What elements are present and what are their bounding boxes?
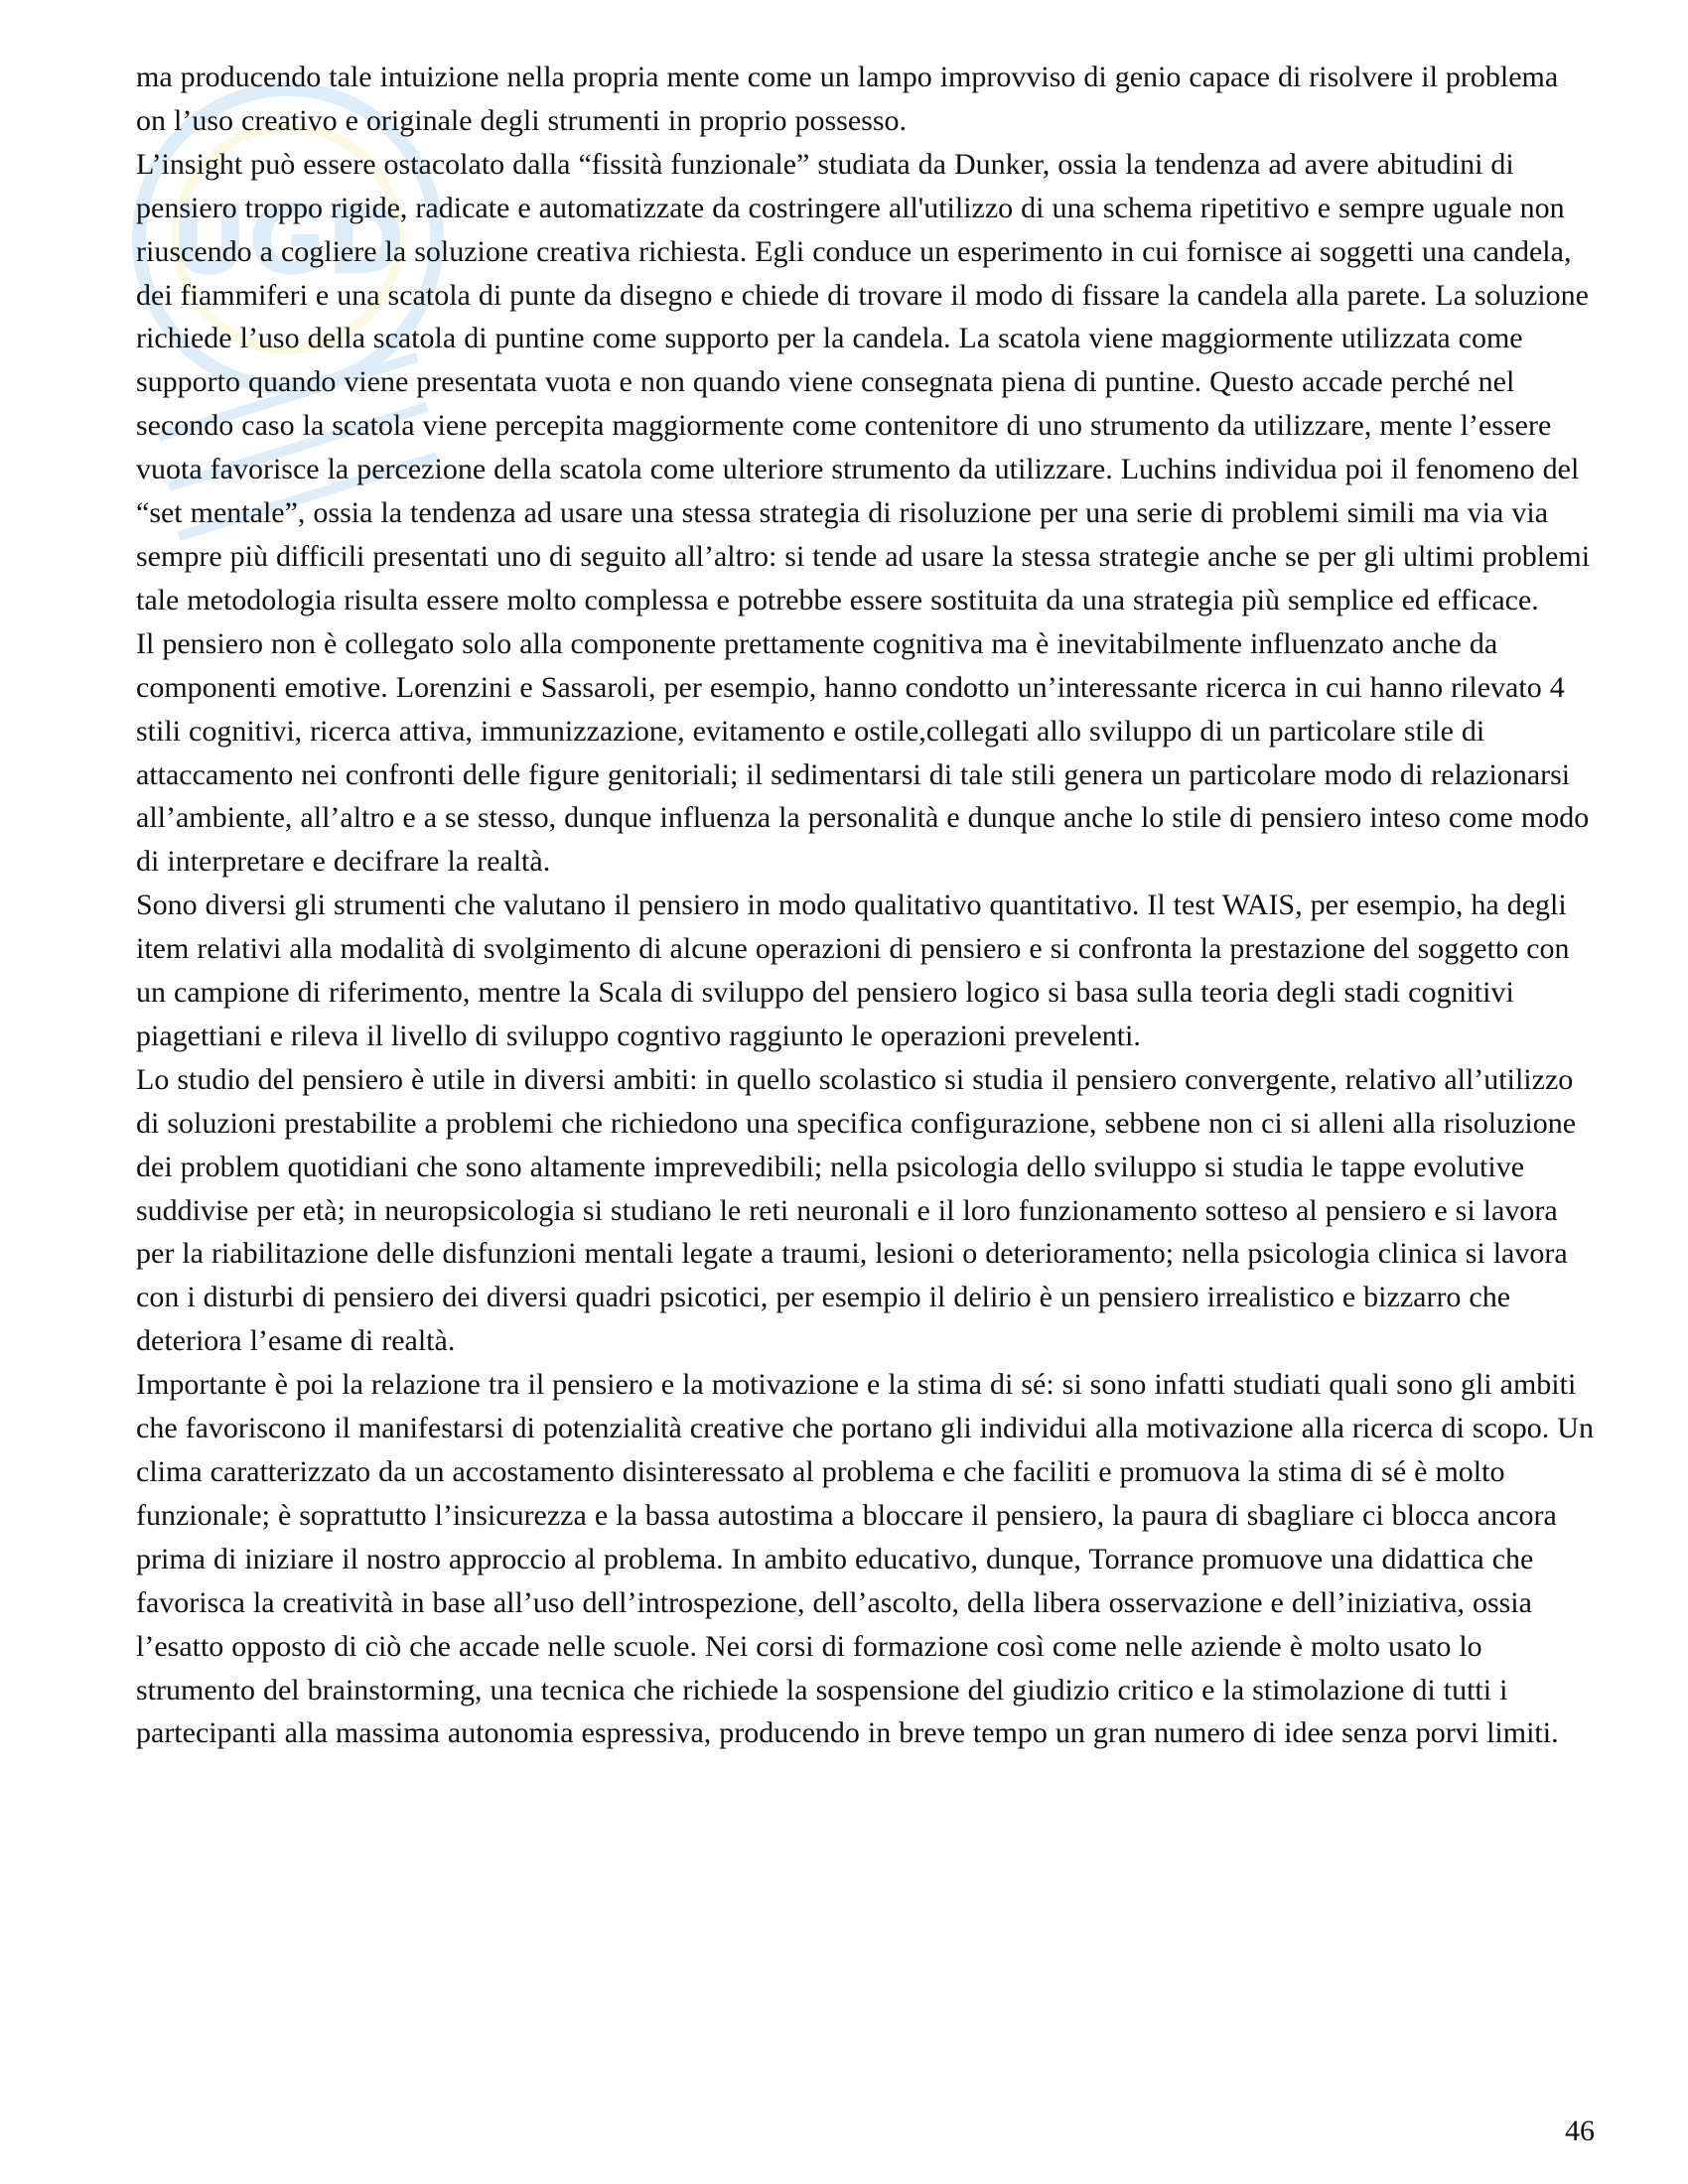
paragraph-6: Importante è poi la relazione tra il pensiero e la motivazione e la stima di sé: si sono infatti studiati quali sono gli ambiti che favoriscono il manifestarsi di potenzialità creative che portano gli individui alla motivazione alla ricerca di scopo. Un clima caratterizzato da un accostamento disinteressato al problema e che faciliti e promuova la stima di sé è molto funzionale; è soprattutto l’insicurezza e la bassa autostima a bloccare il pensiero, la paura di sbagliare ci blocca ancora prima di iniziare il nostro approccio al problema. In ambito educativo, dunque, Torrance promuove una didattica che favorisca la creatività in base all’uso dell’introspezione, dell’ascolto, della libera osservazione e dell’iniziativa, ossia l’esatto opposto di ciò che accade nelle scuole. Nei corsi di formazione così come nelle aziende è molto usato lo strumento del brainstorming, una tecnica che richiede la sospensione del giudizio critico e la stimolazione di tutti i partecipanti alla massima autonomia espressiva, producendo in breve tempo un gran numero di idee senza porvi limiti. [136, 1368, 1594, 1750]
paragraph-5: Lo studio del pensiero è utile in diversi ambiti: in quello scolastico si studia il pensiero convergente, relativo all’utilizzo di soluzioni prestabilite a problemi che richiedono una specifica configurazione, sebbene non ci si alleni alla risoluzione dei problem quotidiani che sono altamente imprevedibili; nella psicologia dello sviluppo si studia le tappe evolutive suddivise per età; in neuropsicologia si studiano le reti neuronali e il loro funzionamento sotteso al pensiero e si lavora per la riabilitazione delle disfunzioni mentali legate a traumi, lesioni o deterioramento; nella psicologia clinica si lavora con i disturbi di pensiero dei diversi quadri psicotici, per esempio il delirio è un pensiero irrealistico e bizzarro che deteriora l’esame di realtà. [136, 1062, 1577, 1358]
document-body [136, 56, 1594, 1755]
paragraph-1: ma producendo tale intuizione nella propria mente come un lampo improvviso di genio capace di risolvere il problema on l’uso creativo e originale degli strumenti in proprio possesso. [136, 61, 1559, 137]
paragraph-3: Il pensiero non è collegato solo alla componente prettamente cognitiva ma è inevitabilmente influenzato anche da componenti emotive. Lorenzini e Sassaroli, per esempio, hanno condotto un’interessante ricerca in cui hanno rilevato 4 stili cognitivi, ricerca attiva, immunizzazione, evitamento e ostile,collegati allo sviluppo di un particolare stile di attaccamento nei confronti delle figure genitoriali; il sedimentarsi di tale stili genera un particolare modo di relazionarsi all’ambiente, all’altro e a se stesso, dunque influenza la personalità e dunque anche lo stile di pensiero inteso come modo di interpretare e decifrare la realtà. [136, 626, 1590, 879]
paragraph-2: L’insight può essere ostacolato dalla “fissità funzionale” studiata da Dunker, ossia la tendenza ad avere abitudini di pensiero troppo rigide, radicate e automatizzate da costringere all'utilizzo di una schema ripetitivo e sempre uguale non riuscendo a cogliere la soluzione creativa richiesta. Egli conduce un esperimento in cui fornisce ai soggetti una candela, dei fiammiferi e una scatola di punte da disegno e chiede di trovare il modo di fissare la candela alla parete. La soluzione richiede l’uso della scatola di puntine come supporto per la candela. La scatola viene maggiormente utilizzata come supporto quando viene presentata vuota e non quando viene consegnata piena di puntine. Questo accade perché nel secondo caso la scatola viene percepita maggiormente come contenitore di uno strumento da utilizzare, mente l’essere vuota favorisce la percezione della scatola come ulteriore strumento da utilizzare. Luchins individua poi il fenomeno del “set mentale”, ossia la tendenza ad usare una stessa strategia di risoluzione per una serie di problemi simili ma via via sempre più difficili presentati uno di seguito all’altro: si tende ad usare la stessa strategie anche se per gli ultimi problemi tale metodologia risulta essere molto complessa e potrebbe essere sostituita da una strategia più semplice ed efficace. [136, 147, 1591, 616]
page-number: 46 [1565, 2115, 1595, 2147]
watermark-letters: UGD [170, 185, 406, 296]
paragraph-4: Sono diversi gli strumenti che valutano il pensiero in modo qualitativo quantitativo. Il test WAIS, per esempio, ha degli item relativi alla modalità di svolgimento di alcune operazioni di pensiero e si confronta la prestazione del soggetto con un campione di riferimento, mentre la Scala di sviluppo del pensiero logico si basa sulla teoria degli stadi cognitivi piagettiani e rileva il livello di sviluppo cogntivo raggiunto le operazioni prevelenti. [136, 888, 1570, 1052]
